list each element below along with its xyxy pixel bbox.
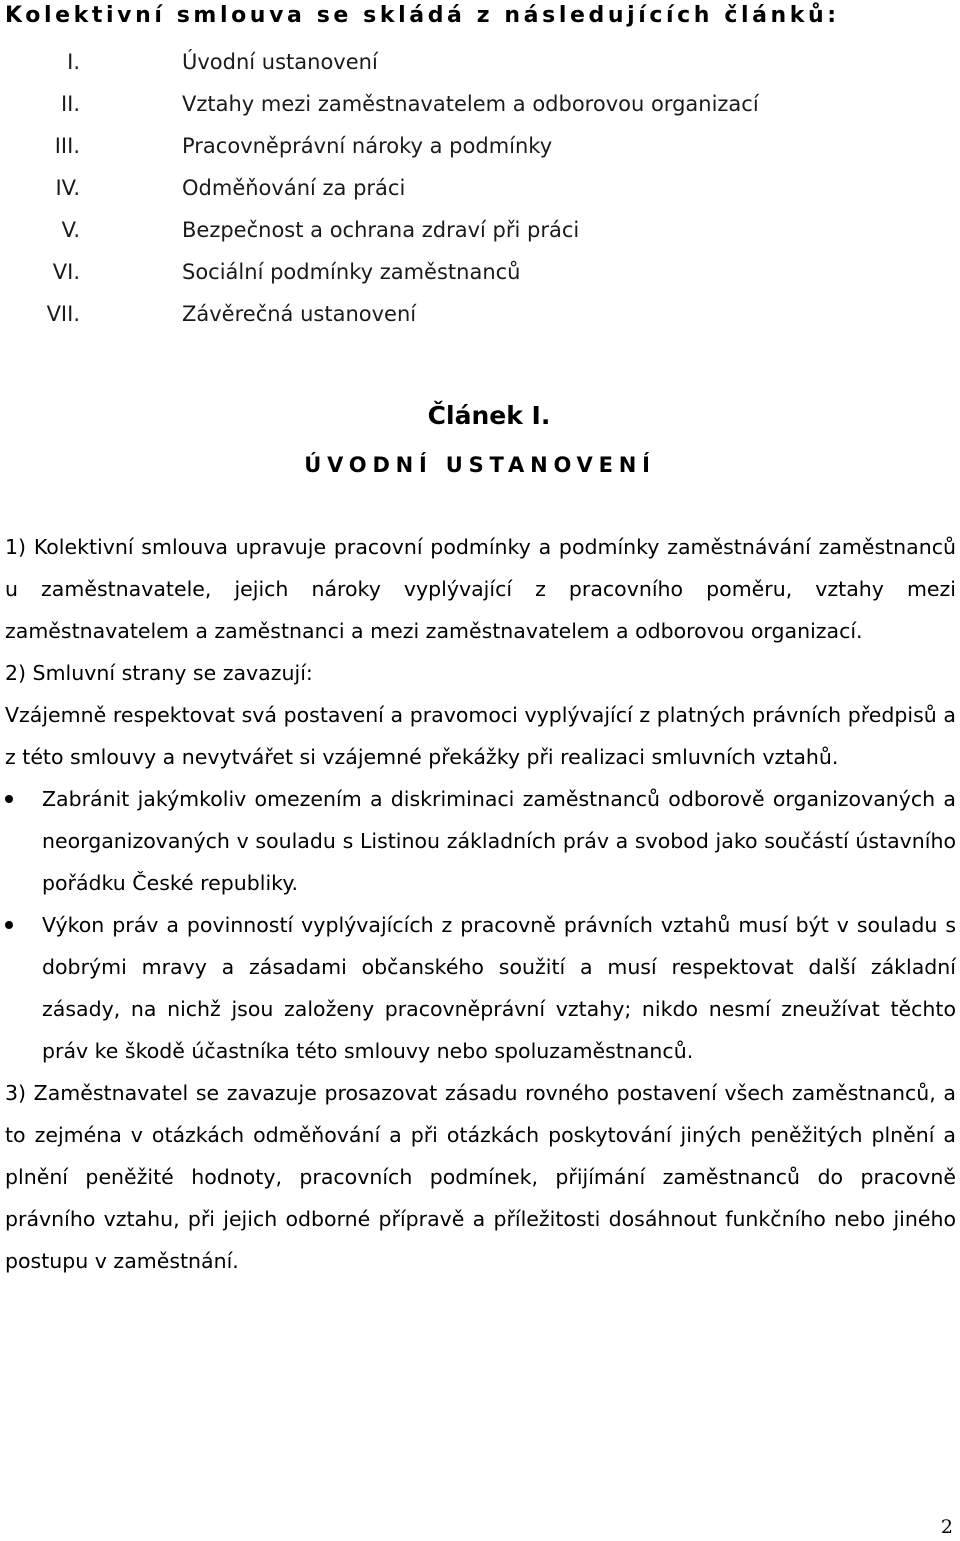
toc-item: [0, 170, 960, 212]
toc-item: [0, 212, 960, 254]
paragraph-3: 3) Zaměstnavatel se zavazuje prosazovat zásadu rovného postavení všech zaměstnanců, a to zejména v otázkách odměňování a při otázkách poskytování jiných peněžitých plnění a plnění peněžité hodnoty, pracovních podmínek, přijímání zaměstnanců do pracovně právního vztahu, při jejich odborné přípravě a příležitosti dosáhnout funkčního nebo jiného postupu v zaměstnání.: [5, 1081, 956, 1273]
list-item-text: Výkon práv a povinností vyplývajících z pracovně právních vztahů musí být v souladu s dobrými mravy a zásadami občanského soužití a musí respektovat další základní zásady, na nichž jsou založeny pracovněprávní vztahy; nikdo nesmí zneužívat těchto práv ke škodě účastníka této smlouvy nebo spoluzaměstnanců.: [42, 913, 956, 1063]
article-title: Článek I.: [427, 401, 551, 430]
toc-item: [0, 254, 960, 296]
toc-item: [0, 44, 960, 86]
toc-item-label: Pracovněprávní nároky a podmínky: [182, 134, 553, 158]
toc-item: [0, 128, 960, 170]
toc-item-label: Odměňování za práci: [182, 176, 406, 200]
toc-item-number: I.: [67, 50, 80, 74]
article-subtitle: ÚVODNÍ USTANOVENÍ: [304, 453, 656, 477]
bullet-list: [5, 778, 956, 1072]
toc-item: [0, 86, 960, 128]
toc-item-number: VII.: [46, 302, 80, 326]
toc-item: [0, 296, 960, 338]
toc-item-label: Sociální podmínky zaměstnanců: [182, 260, 521, 284]
article-body: [5, 526, 956, 1282]
toc-item-label: Vztahy mezi zaměstnavatelem a odborovou organizací: [182, 92, 759, 116]
list-item: [5, 778, 956, 904]
toc-item-label: Závěrečná ustanovení: [182, 302, 417, 326]
toc-item-label: Úvodní ustanovení: [182, 50, 378, 74]
paragraph-2-text: Vzájemně respektovat svá postavení a pravomoci vyplývající z platných právních předpisů a z této smlouvy a nevytvářet si vzájemné překážky při realizaci smluvních vztahů.: [5, 703, 956, 769]
toc-item-number: IV.: [55, 176, 80, 200]
toc-item-number: III.: [54, 134, 80, 158]
bullet-icon: [5, 795, 13, 803]
toc-item-number: II.: [60, 92, 80, 116]
page-number: 2: [940, 1516, 953, 1538]
toc-item-number: VI.: [52, 260, 80, 284]
paragraph-2-intro: 2) Smluvní strany se zavazují:: [5, 661, 313, 685]
document-heading: Kolektivní smlouva se skládá z následujících článků:: [5, 3, 840, 28]
list-item-text: Zabránit jakýmkoliv omezením a diskriminaci zaměstnanců odborově organizovaných a neorganizovaných v souladu s Listinou základních práv a svobod jako součástí ústavního pořádku České republiky.: [42, 787, 956, 895]
bullet-icon: [5, 921, 13, 929]
list-item: [5, 904, 956, 1072]
toc-item-number: V.: [61, 218, 80, 242]
table-of-contents: [0, 44, 960, 338]
toc-item-label: Bezpečnost a ochrana zdraví při práci: [182, 218, 580, 242]
paragraph-1: 1) Kolektivní smlouva upravuje pracovní podmínky a podmínky zaměstnávání zaměstnanců u zaměstnavatele, jejich nároky vyplývající z pracovního poměru, vztahy mezi zaměstnavatelem a zaměstnanci a mezi zaměstnavatelem a odborovou organizací.: [5, 535, 956, 643]
